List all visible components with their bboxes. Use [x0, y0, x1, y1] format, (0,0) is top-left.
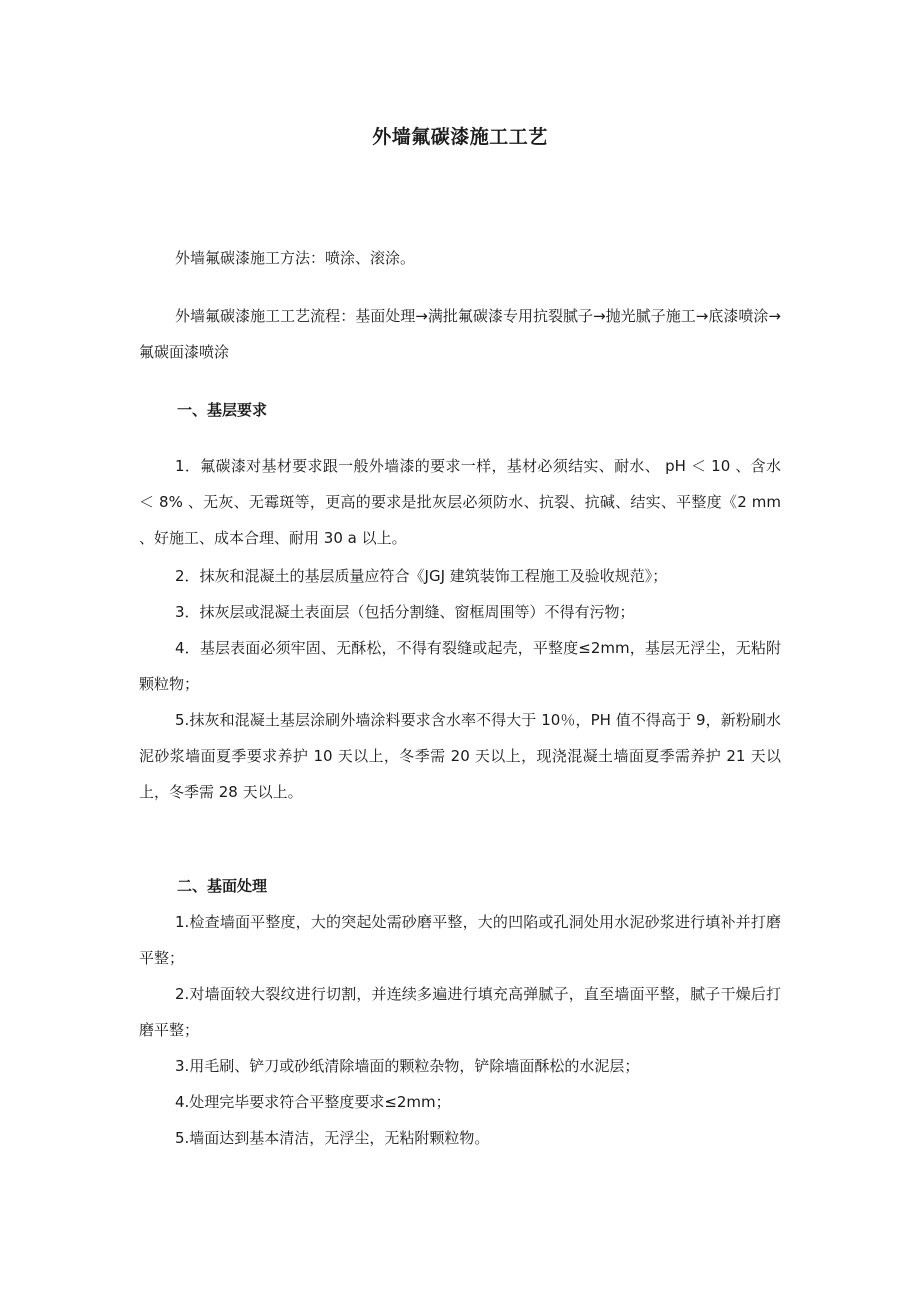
section-2-item-3: 3.用毛刷、铲刀或砂纸清除墙面的颗粒杂物，铲除墙面酥松的水泥层；	[175, 1057, 640, 1075]
section-2-heading: 二、基面处理	[177, 877, 268, 895]
section-1-heading: 一、基层要求	[177, 401, 268, 419]
section-1-item-1: 1．氟碳漆对基材要求跟一般外墙漆的要求一样，基材必须结实、耐水、 pH ＜ 10 、含水＜ 8% 、无灰、无霉斑等，更高的要求是批灰层必须防水、抗裂、抗碱、结实、平整度《2 mm 、好施工、成本合理、耐用 30 a 以上。	[139, 457, 781, 547]
section-1-item-4: 4．基层表面必须牢固、无酥松，不得有裂缝或起壳，平整度≤2mm，基层无浮尘，无粘附颗粒物；	[139, 639, 781, 693]
section-1-item-3: 3．抹灰层或混凝土表面层（包括分割缝、窗框周围等）不得有污物；	[175, 603, 635, 621]
section-2-item-5: 5.墙面达到基本清洁，无浮尘，无粘附颗粒物。	[175, 1129, 490, 1147]
intro-process: 外墙氟碳漆施工工艺流程：基面处理→满批氟碳漆专用抗裂腻子→抛光腻子施工→底漆喷涂→氟碳面漆喷涂	[139, 307, 781, 361]
intro-method: 外墙氟碳漆施工方法：喷涂、滚涂。	[175, 249, 416, 267]
section-2-item-1: 1.检查墙面平整度，大的突起处需砂磨平整，大的凹陷或孔洞处用水泥砂浆进行填补并打磨平整；	[139, 913, 781, 967]
section-2-item-2: 2.对墙面较大裂纹进行切割，并连续多遍进行填充高弹腻子，直至墙面平整，腻子干燥后打磨平整；	[139, 985, 781, 1039]
section-1-item-2: 2．抹灰和混凝土的基层质量应符合《JGJ 建筑装饰工程施工及验收规范》；	[175, 567, 668, 585]
section-1-item-5: 5.抹灰和混凝土基层涂刷外墙涂料要求含水率不得大于 10％，PH 值不得高于 9，新粉刷水泥砂浆墙面夏季要求养护 10 天以上，冬季需 20 天以上，现浇混凝土墙面夏季需养护 21 天以上，冬季需 28 天以上。	[139, 711, 781, 801]
section-2-item-4: 4.处理完毕要求符合平整度要求≤2mm；	[175, 1093, 451, 1111]
document-title: 外墙氟碳漆施工工艺	[372, 126, 548, 148]
